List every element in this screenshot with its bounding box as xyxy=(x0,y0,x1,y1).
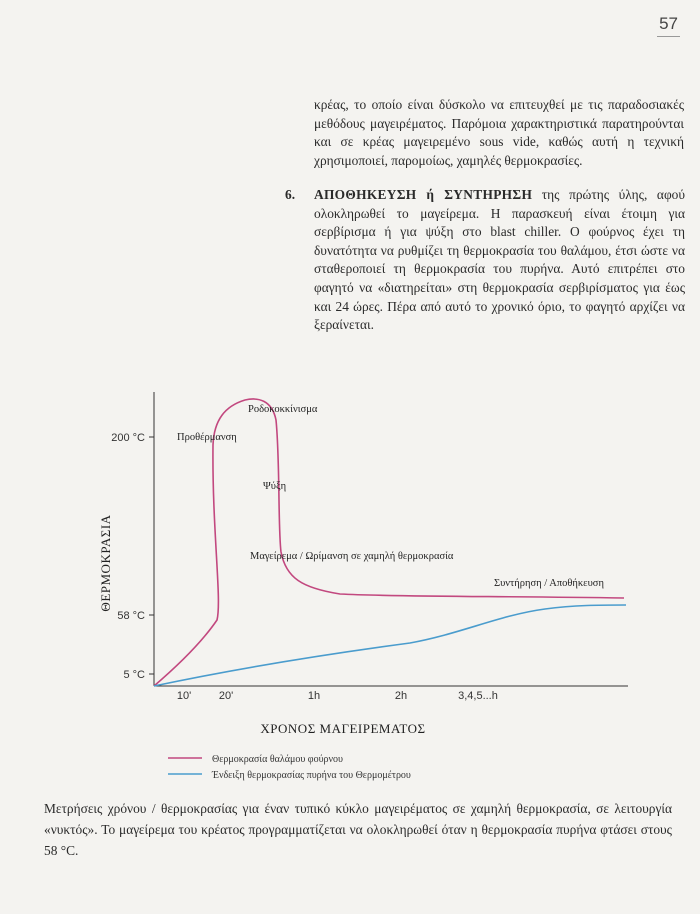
y-tick-label: 58 °C xyxy=(117,610,145,622)
annotation-cooling: Ψύξη xyxy=(263,481,287,492)
continuation-paragraph xyxy=(314,96,684,170)
list-item-heading: ΑΠΟΘΗΚΕΥΣΗ ή ΣΥΝΤΗΡΗΣΗ xyxy=(314,187,533,202)
legend-label-core: Ένδειξη θερμοκρασίας πυρήνα του Θερμομέτρου xyxy=(212,770,411,781)
list-item-storage xyxy=(285,186,685,335)
list-item-body xyxy=(314,186,685,335)
y-tick-label: 5 °C xyxy=(123,669,145,681)
x-tick-label: 20' xyxy=(218,690,234,702)
list-item-text: της πρώτης ύλης, αφού ολοκληρωθεί το μαγείρεμα. Η παρασκευή είναι έτοιμη για σερβίρισμα ή για ψύξη στο blast chiller. Ο φούρνος έχει τη δυνατότητα να ρυθμίζει τη θερμοκρασία του θαλάμου, έτσι ώστε να σταθεροποιεί τη θερμοκρασία του πυρήνα. Αυτό επιτρέπει στο φαγητό να «διατηρείται» στη θερμοκρασία σερβιρίσματος για έως και 24 ώρες. Πέρα από αυτό το χρονικό όριο, το φαγητό αρχίζει να ξεραίνεται. xyxy=(314,187,685,333)
x-tick-label: 1h xyxy=(307,690,321,702)
x-axis-title: ΧΡΟΝΟΣ ΜΑΓΕΙΡΕΜΑΤΟΣ xyxy=(260,721,426,736)
temperature-time-chart xyxy=(0,380,700,790)
y-tick-label: 200 °C xyxy=(111,432,145,444)
series-core-temperature-line xyxy=(154,605,626,686)
figure-caption: Μετρήσεις χρόνου / θερμοκρασίας για έναν τυπικό κύκλο μαγειρέματος σε χαμηλή θερμοκρασία, σε λειτουργία «νυκτός». Το μαγείρεμα του κρέατος προγραμματίζεται να ολοκληρωθεί όταν η θερμοκρασία πυρήνα φτάσει στους 58 °C. xyxy=(44,801,672,858)
continuation-text: κρέας, το οποίο είναι δύσκολο να επιτευχθεί με τις παραδοσιακές μεθόδους μαγειρέματος. Παρόμοια χαρακτηριστικά παρατηρούνται και σε κρέας μαγειρεμένο sous vide, καθώς αυτή η τεχνική χρησιμοποιεί, παρομοίως, χαμηλές θερμοκρασίες. xyxy=(314,97,684,168)
annotation-storage: Συντήρηση / Αποθήκευση xyxy=(494,578,604,589)
annotation-cooking: Μαγείρεμα / Ωρίμανση σε χαμηλή θερμοκρασία xyxy=(250,551,454,562)
x-tick-label: 2h xyxy=(394,690,408,702)
list-item-number: 6. xyxy=(285,187,296,202)
annotation-preheat: Προθέρμανση xyxy=(177,432,237,443)
page-number: 57 xyxy=(657,14,680,37)
legend-label-oven: Θερμοκρασία θαλάμου φούρνου xyxy=(212,754,343,765)
y-axis-title: ΘΕΡΜΟΚΡΑΣΙΑ xyxy=(98,514,113,612)
x-tick-label: 3,4,5...h xyxy=(458,690,498,702)
annotation-searing: Ροδοκοκκίνισμα xyxy=(248,404,318,415)
x-tick-label: 10' xyxy=(176,690,192,702)
